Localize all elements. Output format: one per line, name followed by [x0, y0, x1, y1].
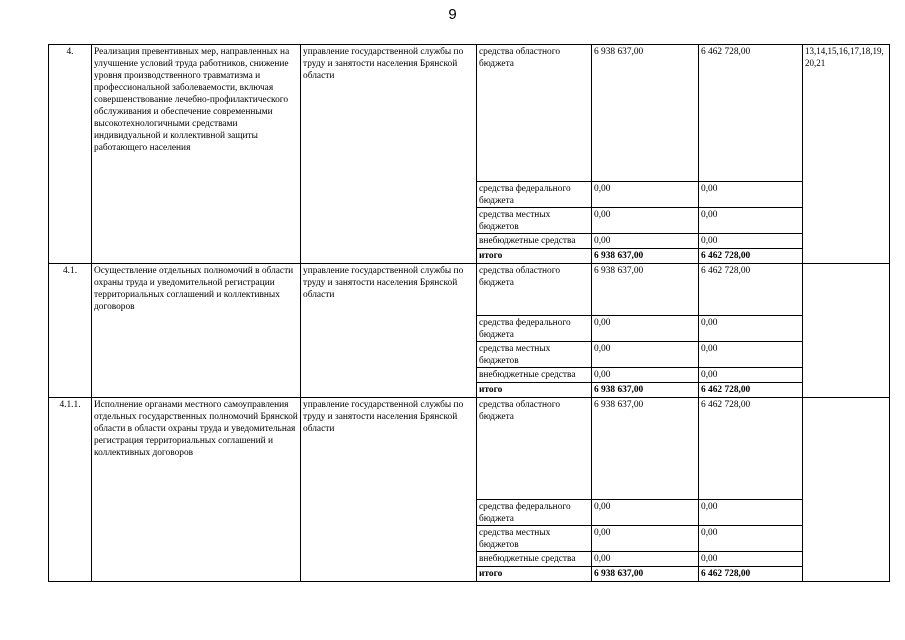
funding-source: средства областного бюджета: [477, 264, 592, 316]
funding-value-1: 0,00: [592, 500, 699, 526]
funding-value-2: 6 462 728,00: [699, 398, 803, 500]
section-name: Исполнение органами местного самоуправления отдельных государственных полномочий Брянской области в области охраны труда и уведомительная регистрация территориальных соглашений и коллективных договоров: [92, 398, 301, 582]
indicator-numbers: [803, 398, 890, 582]
funding-source: средства местных бюджетов: [477, 208, 592, 234]
funding-source: средства федерального бюджета: [477, 500, 592, 526]
funding-source: средства федерального бюджета: [477, 182, 592, 208]
funding-value-2: 6 462 728,00: [699, 45, 803, 182]
section-number: 4.1.1.: [49, 398, 92, 582]
page-number: 9: [448, 6, 457, 23]
section-number: 4.1.: [49, 264, 92, 398]
funding-source: внебюджетные средства: [477, 234, 592, 249]
funding-value-1: 0,00: [592, 182, 699, 208]
table-row: [49, 45, 890, 182]
funding-value-1: 6 938 637,00: [592, 398, 699, 500]
funding-value-2: 0,00: [699, 234, 803, 249]
funding-source: средства местных бюджетов: [477, 526, 592, 552]
funding-value-2: 0,00: [699, 316, 803, 342]
funding-source: средства местных бюджетов: [477, 342, 592, 368]
section-name: Реализация превентивных мер, направленных на улучшение условий труда работников, снижение уровня производственного травматизма и профессиональной заболеваемости, включая совершенствование лечебно-профилактического обслуживания и обеспечение современными высокотехнологичными средствами индивидуальной и коллективной защиты работающего населения: [92, 45, 301, 264]
section-name: Осуществление отдельных полномочий в области охраны труда и уведомительной регистрации территориальных соглашений и коллективных договоров: [92, 264, 301, 398]
funding-value-2: 6 462 728,00: [699, 264, 803, 316]
funding-value-1: 6 938 637,00: [592, 264, 699, 316]
funding-value-2: 0,00: [699, 500, 803, 526]
funding-value-2: 0,00: [699, 552, 803, 567]
section-executor: управление государственной службы по труду и занятости населения Брянской области: [301, 398, 477, 582]
funding-source: средства федерального бюджета: [477, 316, 592, 342]
indicator-numbers: [803, 264, 890, 398]
funding-value-1: 0,00: [592, 552, 699, 567]
funding-value-1: 0,00: [592, 342, 699, 368]
funding-value-2: 0,00: [699, 526, 803, 552]
funding-total-2: 6 462 728,00: [699, 249, 803, 264]
table-row: [49, 398, 890, 500]
funding-value-1: 0,00: [592, 208, 699, 234]
funding-value-1: 6 938 637,00: [592, 45, 699, 182]
funding-value-1: 0,00: [592, 526, 699, 552]
funding-value-2: 0,00: [699, 368, 803, 383]
funding-total-1: 6 938 637,00: [592, 383, 699, 398]
funding-value-2: 0,00: [699, 182, 803, 208]
section-executor: управление государственной службы по труду и занятости населения Брянской области: [301, 264, 477, 398]
funding-source: внебюджетные средства: [477, 368, 592, 383]
funding-source: внебюджетные средства: [477, 552, 592, 567]
funding-total-2: 6 462 728,00: [699, 383, 803, 398]
funding-source: средства областного бюджета: [477, 45, 592, 182]
section-executor: управление государственной службы по труду и занятости населения Брянской области: [301, 45, 477, 264]
indicator-numbers: 13,14,15,16,17,18,19,20,21: [803, 45, 890, 264]
funding-total-2: 6 462 728,00: [699, 567, 803, 582]
table-row: [49, 264, 890, 316]
funding-value-1: 0,00: [592, 368, 699, 383]
section-number: 4.: [49, 45, 92, 264]
funding-value-1: 0,00: [592, 316, 699, 342]
funding-source: средства областного бюджета: [477, 398, 592, 500]
program-table: [48, 44, 890, 582]
funding-total-label: итого: [477, 567, 592, 582]
funding-total-1: 6 938 637,00: [592, 567, 699, 582]
funding-value-2: 0,00: [699, 342, 803, 368]
funding-total-1: 6 938 637,00: [592, 249, 699, 264]
funding-total-label: итого: [477, 249, 592, 264]
funding-value-2: 0,00: [699, 208, 803, 234]
funding-total-label: итого: [477, 383, 592, 398]
funding-value-1: 0,00: [592, 234, 699, 249]
